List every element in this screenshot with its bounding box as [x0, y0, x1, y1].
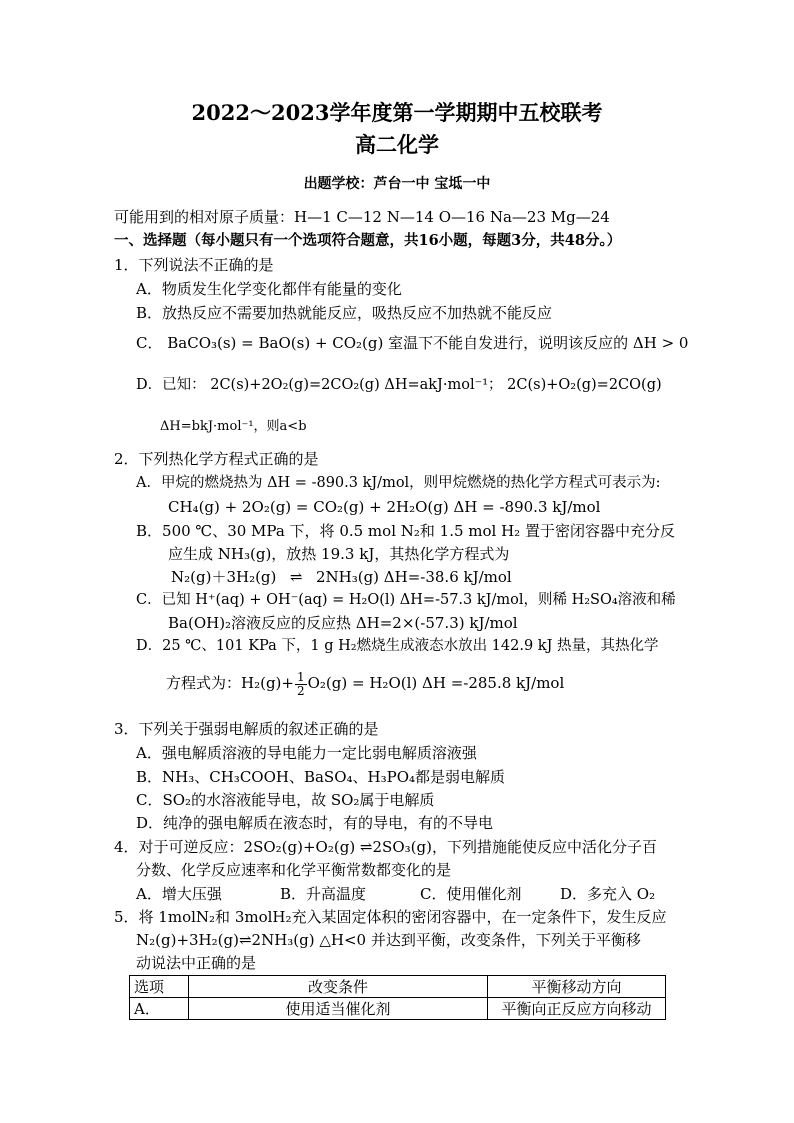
q5-stem-end: 动说法中正确的是: [136, 954, 257, 972]
q4-stem: 4．对于可逆反应：2SO₂(g)+O₂(g) ⇌2SO₃(g)，下列措施能使反应中活化分子百: [114, 838, 657, 856]
table-header-cell: 平衡移动方向: [488, 976, 666, 998]
q4-option-c: C．使用催化剂: [420, 885, 522, 903]
q2-b-reactants: N₂(g)＋3H₂(g): [171, 568, 277, 586]
q4-option-b: B．升高温度: [280, 885, 367, 903]
table-row: [130, 998, 666, 1020]
table-cell: 使用适当催化剂: [189, 998, 488, 1020]
table-cell: A．: [130, 998, 189, 1020]
q1-option-d-cont: ΔH=bkJ·mol⁻¹，则a<b: [160, 419, 307, 434]
exam-subject: 高二化学: [355, 132, 439, 157]
q1-stem: 1．下列说法不正确的是: [114, 256, 274, 274]
q5-stem-cont: N₂(g)+3H₂(g)⇌2NH₃(g) △H<0 并达到平衡，改变条件，下列关于平衡移: [136, 931, 641, 949]
q2-d-equation-end: O₂(g) = H₂O(l) ΔH =-285.8 kJ/mol: [307, 674, 565, 692]
q2-option-c: C．已知 H⁺(aq) + OH⁻(aq) = H₂O(l) ΔH=-57.3 kJ/mol，则稀 H₂SO₄溶液和稀: [136, 592, 676, 608]
q2-stem: 2．下列热化学方程式正确的是: [114, 450, 319, 468]
q3-stem: 3．下列关于强弱电解质的叙述正确的是: [114, 720, 379, 738]
reversible-arrow-icon: ⇌: [289, 568, 303, 586]
q4-option-d: D．多充入 O₂: [560, 885, 656, 903]
q3-option-a: A．强电解质溶液的导电能力一定比弱电解质溶液强: [136, 744, 477, 762]
atomic-masses: 可能用到的相对原子质量：H—1 C—12 N—14 O—16 Na—23 Mg—24: [114, 208, 610, 226]
q1-option-b: B．放热反应不需要加热就能反应，吸热反应不加热就不能反应: [136, 304, 553, 322]
q3-option-c: C．SO₂的水溶液能导电，故 SO₂属于电解质: [136, 791, 435, 809]
q3-option-d: D．纯净的强电解质在液态时，有的导电，有的不导电: [136, 814, 494, 832]
q2-option-a: A．甲烷的燃烧热为 ΔH = -890.3 kJ/mol，则甲烷燃烧的热化学方程式可表示为:: [136, 475, 661, 491]
q2-option-b-equation: [171, 567, 512, 587]
q2-option-b: B．500 ℃、30 MPa 下，将 0.5 mol N₂和 1.5 mol H₂ 置于密闭容器中充分反: [136, 522, 675, 540]
q2-option-d-equation: [166, 668, 564, 698]
q2-b-products: 2NH₃(g) ΔH=-38.6 kJ/mol: [315, 568, 512, 586]
q1-option-d: D．已知： 2C(s)+2O₂(g)=2CO₂(g) ΔH=akJ·mol⁻¹； 2C(s)+O₂(g)=2CO(g): [136, 377, 662, 393]
q3-option-b: B．NH₃、CH₃COOH、BaSO₄、H₃PO₄都是弱电解质: [136, 768, 506, 786]
table-cell: 平衡向正反应方向移动: [488, 998, 666, 1020]
q5-options-table: [129, 975, 666, 1020]
q2-option-a-equation: CH₄(g) + 2O₂(g) = CO₂(g) + 2H₂O(g) ΔH = -890.3 kJ/mol: [168, 498, 601, 516]
q4-stem-cont: 分数、化学反应速率和化学平衡常数都变化的是: [136, 861, 452, 879]
q2-option-c-cont: Ba(OH)₂溶液反应的反应热 ΔH=2×(-57.3) kJ/mol: [168, 614, 518, 632]
table-header-cell: 选项: [130, 976, 189, 998]
q1-option-c: C． BaCO₃(s) = BaO(s) + CO₂(g) 室温下不能自发进行，说明该反应的 ΔH > 0: [136, 334, 689, 352]
exam-title: 2022～2023学年度第一学期期中五校联考: [191, 100, 603, 125]
q2-option-b-cont: 应生成 NH₃(g)，放热 19.3 kJ，其热化学方程式为: [168, 545, 510, 563]
q4-option-a: A．增大压强: [136, 885, 222, 903]
q5-stem: 5．将 1molN₂和 3molH₂充入某固定体积的密闭容器中，在一定条件下，发生反应: [114, 908, 667, 926]
fraction-numerator: 1: [296, 669, 305, 684]
q2-d-equation-start: 方程式为：H₂(g)+: [166, 674, 294, 692]
fraction-denominator: 2: [296, 683, 305, 698]
q1-option-a: A．物质发生化学变化都伴有能量的变化: [136, 280, 402, 298]
table-header-row: [130, 976, 666, 998]
section-heading: 一、选择题（每小题只有一个选项符合题意，共16小题，每题3分，共48分。）: [114, 232, 622, 249]
one-half-fraction: [295, 671, 307, 698]
exam-schools: 出题学校：芦台一中 宝坻一中: [303, 176, 491, 192]
q2-option-d: D．25 ℃、101 KPa 下，1 g H₂燃烧生成液态水放出 142.9 kJ 热量，其热化学: [136, 638, 659, 654]
table-header-cell: 改变条件: [189, 976, 488, 998]
